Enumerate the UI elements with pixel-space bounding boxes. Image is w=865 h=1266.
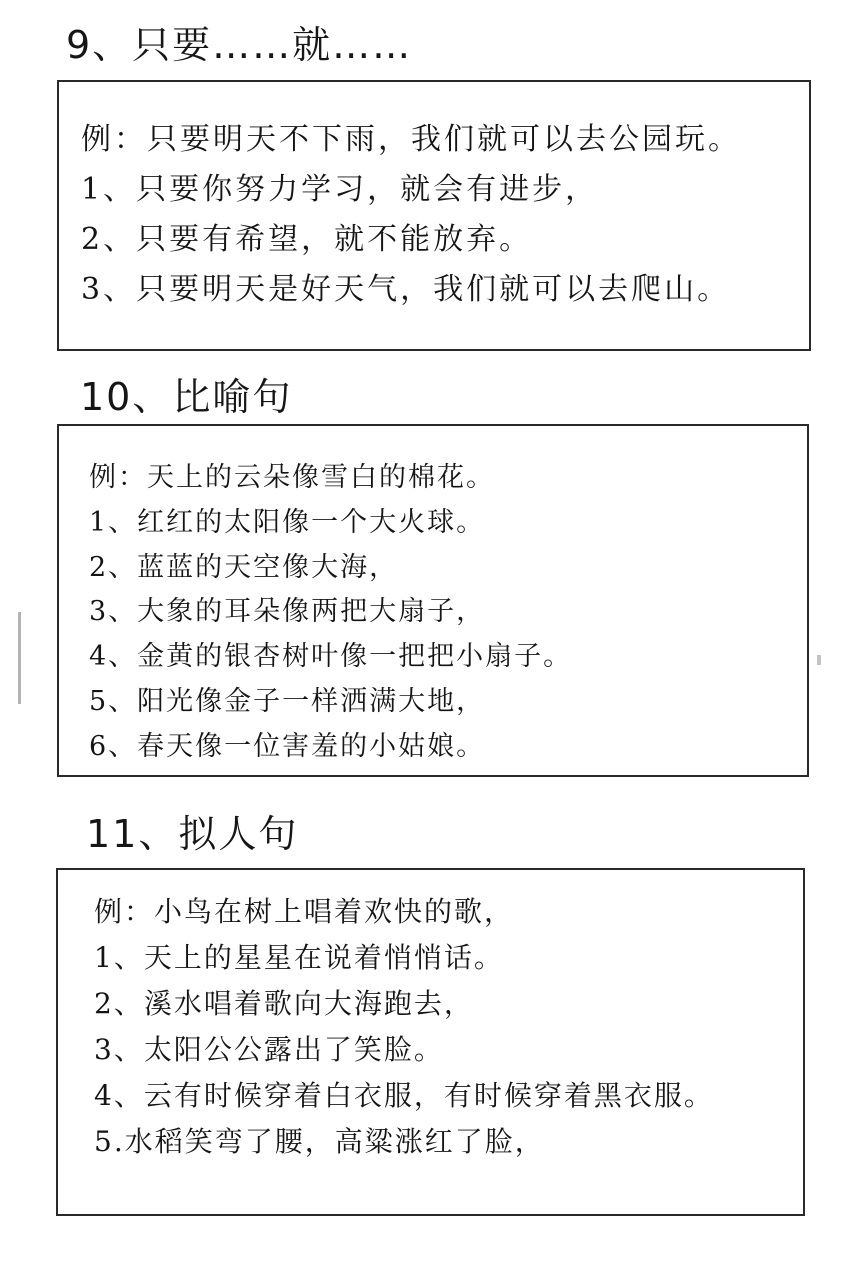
section-9-item-2: 2、只要有希望，就不能放弃。 xyxy=(81,222,533,257)
section-9-item-3: 3、只要明天是好天气，我们就可以去爬山。 xyxy=(81,272,731,307)
scan-mark-right xyxy=(817,655,821,665)
section-10-box xyxy=(57,424,809,777)
section-11-item-1: 1、天上的星星在说着悄悄话。 xyxy=(94,941,504,974)
section-10-item-6: 6、春天像一位害羞的小姑娘。 xyxy=(89,731,486,762)
section-9-box xyxy=(57,80,811,351)
section-10-item-5: 5、阳光像金子一样洒满大地， xyxy=(89,686,486,717)
section-10-item-1: 1、红红的太阳像一个大火球。 xyxy=(89,507,486,538)
section-10-item-3: 3、大象的耳朵像两把大扇子， xyxy=(89,596,486,627)
section-10-item-4: 4、金黄的银杏树叶像一把把小扇子。 xyxy=(89,641,573,672)
scan-mark-left xyxy=(18,612,21,704)
section-10-heading: 10、比喻句 xyxy=(80,375,293,419)
section-11-item-3: 3、太阳公公露出了笑脸。 xyxy=(94,1033,444,1066)
section-10-example: 例：天上的云朵像雪白的棉花。 xyxy=(89,462,495,493)
section-11-item-4: 4、云有时候穿着白衣服，有时候穿着黑衣服。 xyxy=(94,1079,714,1112)
section-9-item-1: 1、只要你努力学习，就会有进步， xyxy=(81,172,599,207)
section-11-item-5: 5.水稻笑弯了腰，高粱涨红了脸， xyxy=(94,1125,545,1158)
section-11-example: 例：小鸟在树上唱着欢快的歌， xyxy=(94,895,515,928)
section-10-item-2: 2、蓝蓝的天空像大海， xyxy=(89,552,399,583)
section-11-item-2: 2、溪水唱着歌向大海跑去， xyxy=(94,987,474,1020)
section-11-heading: 11、拟人句 xyxy=(86,812,299,856)
section-9-heading: 9、只要……就…… xyxy=(66,23,413,67)
section-11-box xyxy=(56,868,805,1216)
section-9-example: 例：只要明天不下雨，我们就可以去公园玩。 xyxy=(81,122,741,157)
